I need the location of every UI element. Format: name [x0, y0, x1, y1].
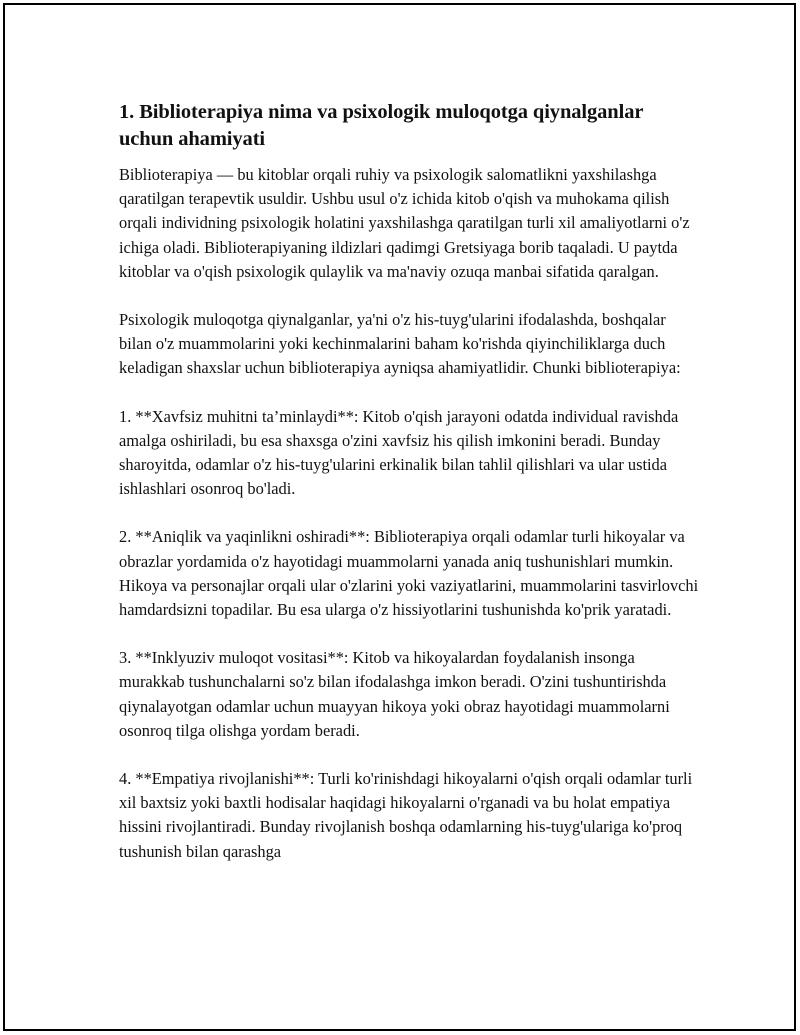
list-item-safe-environment: 1. **Xavfsiz muhitni ta’minlaydi**: Kitob o'qish jarayoni odatda individual ravishda amalga oshiriladi, bu esa shaxsga o'zini xavfsiz his qilish imkonini beradi. Bunday sharoyitda, odamlar o'z his-tuyg'ularini erkinalik bilan tahlil qilishlari va ular ustida ishlashlari osonroq bo'ladi.: [119, 406, 679, 499]
page-frame: [3, 3, 796, 1031]
list-item-clarity: 2. **Aniqlik va yaqinlikni oshiradi**: Biblioterapiya orqali odamlar turli hikoyalar va obrazlar yordamida o'z hayotidagi muammolarni yanada aniq tushunishlari mumkin. Hikoya va personajlar orqali ular o'zlarini yoki vaziyatlarini, muammolarini tasvirlovchi hamdardsizni topadilar. Bu esa ularga o'z hissiyotlarini tushunishda ko'prik yaratadi.: [119, 527, 699, 620]
list-item-empathy: 4. **Empatiya rivojlanishi**: Turli ko'rinishdagi hikoyalarni o'qish orqali odamlar turli xil baxtsiz yoki baxtli hodisalar haqidagi hikoyalarni o'rganadi va bu holat empatiya hissini rivojlantiradi. Bunday rivojlanish boshqa odamlarning his-tuyg'ulariga ko'proq tushunish bilan qarashga: [119, 769, 693, 861]
document-body: [119, 99, 699, 888]
list-item-inclusive-communication: 3. **Inklyuziv muloqot vositasi**: Kitob va hikoyalardan foydalanish insonga murakkab tushunchalarni so'z bilan ifodalashga imkon beradi. O'zini tushuntirishda qiynalayotgan odamlar uchun muayyan hikoya yoki obraz hayotidagi muammolarni osonroq tilga olishga yordam beradi.: [119, 648, 670, 740]
document-title: 1. Biblioterapiya nima va psixologik muloqotga qiynalganlar uchun ahamiyati: [119, 101, 643, 150]
paragraph-intro: Biblioterapiya — bu kitoblar orqali ruhiy va psixologik salomatlikni yaxshilashga qaratilgan terapevtik usuldir. Ushbu usul o'z ichida kitob o'qish va muhokama qilish orqali individning psixologik holatini yaxshilashga qaratilgan turli xil amaliyotlarni o'z ichiga oladi. Biblioterapiyaning ildizlari qadimgi Gretsiyaga borib taqaladi. U paytda kitoblar va o'qish psixologik qulaylik va ma'naviy ozuqa manbai sifatida qaralgan.: [119, 165, 690, 281]
paragraph-importance: Psixologik muloqotga qiynalganlar, ya'ni o'z his-tuyg'ularini ifodalashda, boshqalar bilan o'z muammolarini yoki kechinmalarini baham ko'rishda qiyinchiliklarga duch keladigan shaxslar uchun biblioterapiya ayniqsa ahamiyatlidir. Chunki biblioterapiya:: [119, 310, 681, 378]
